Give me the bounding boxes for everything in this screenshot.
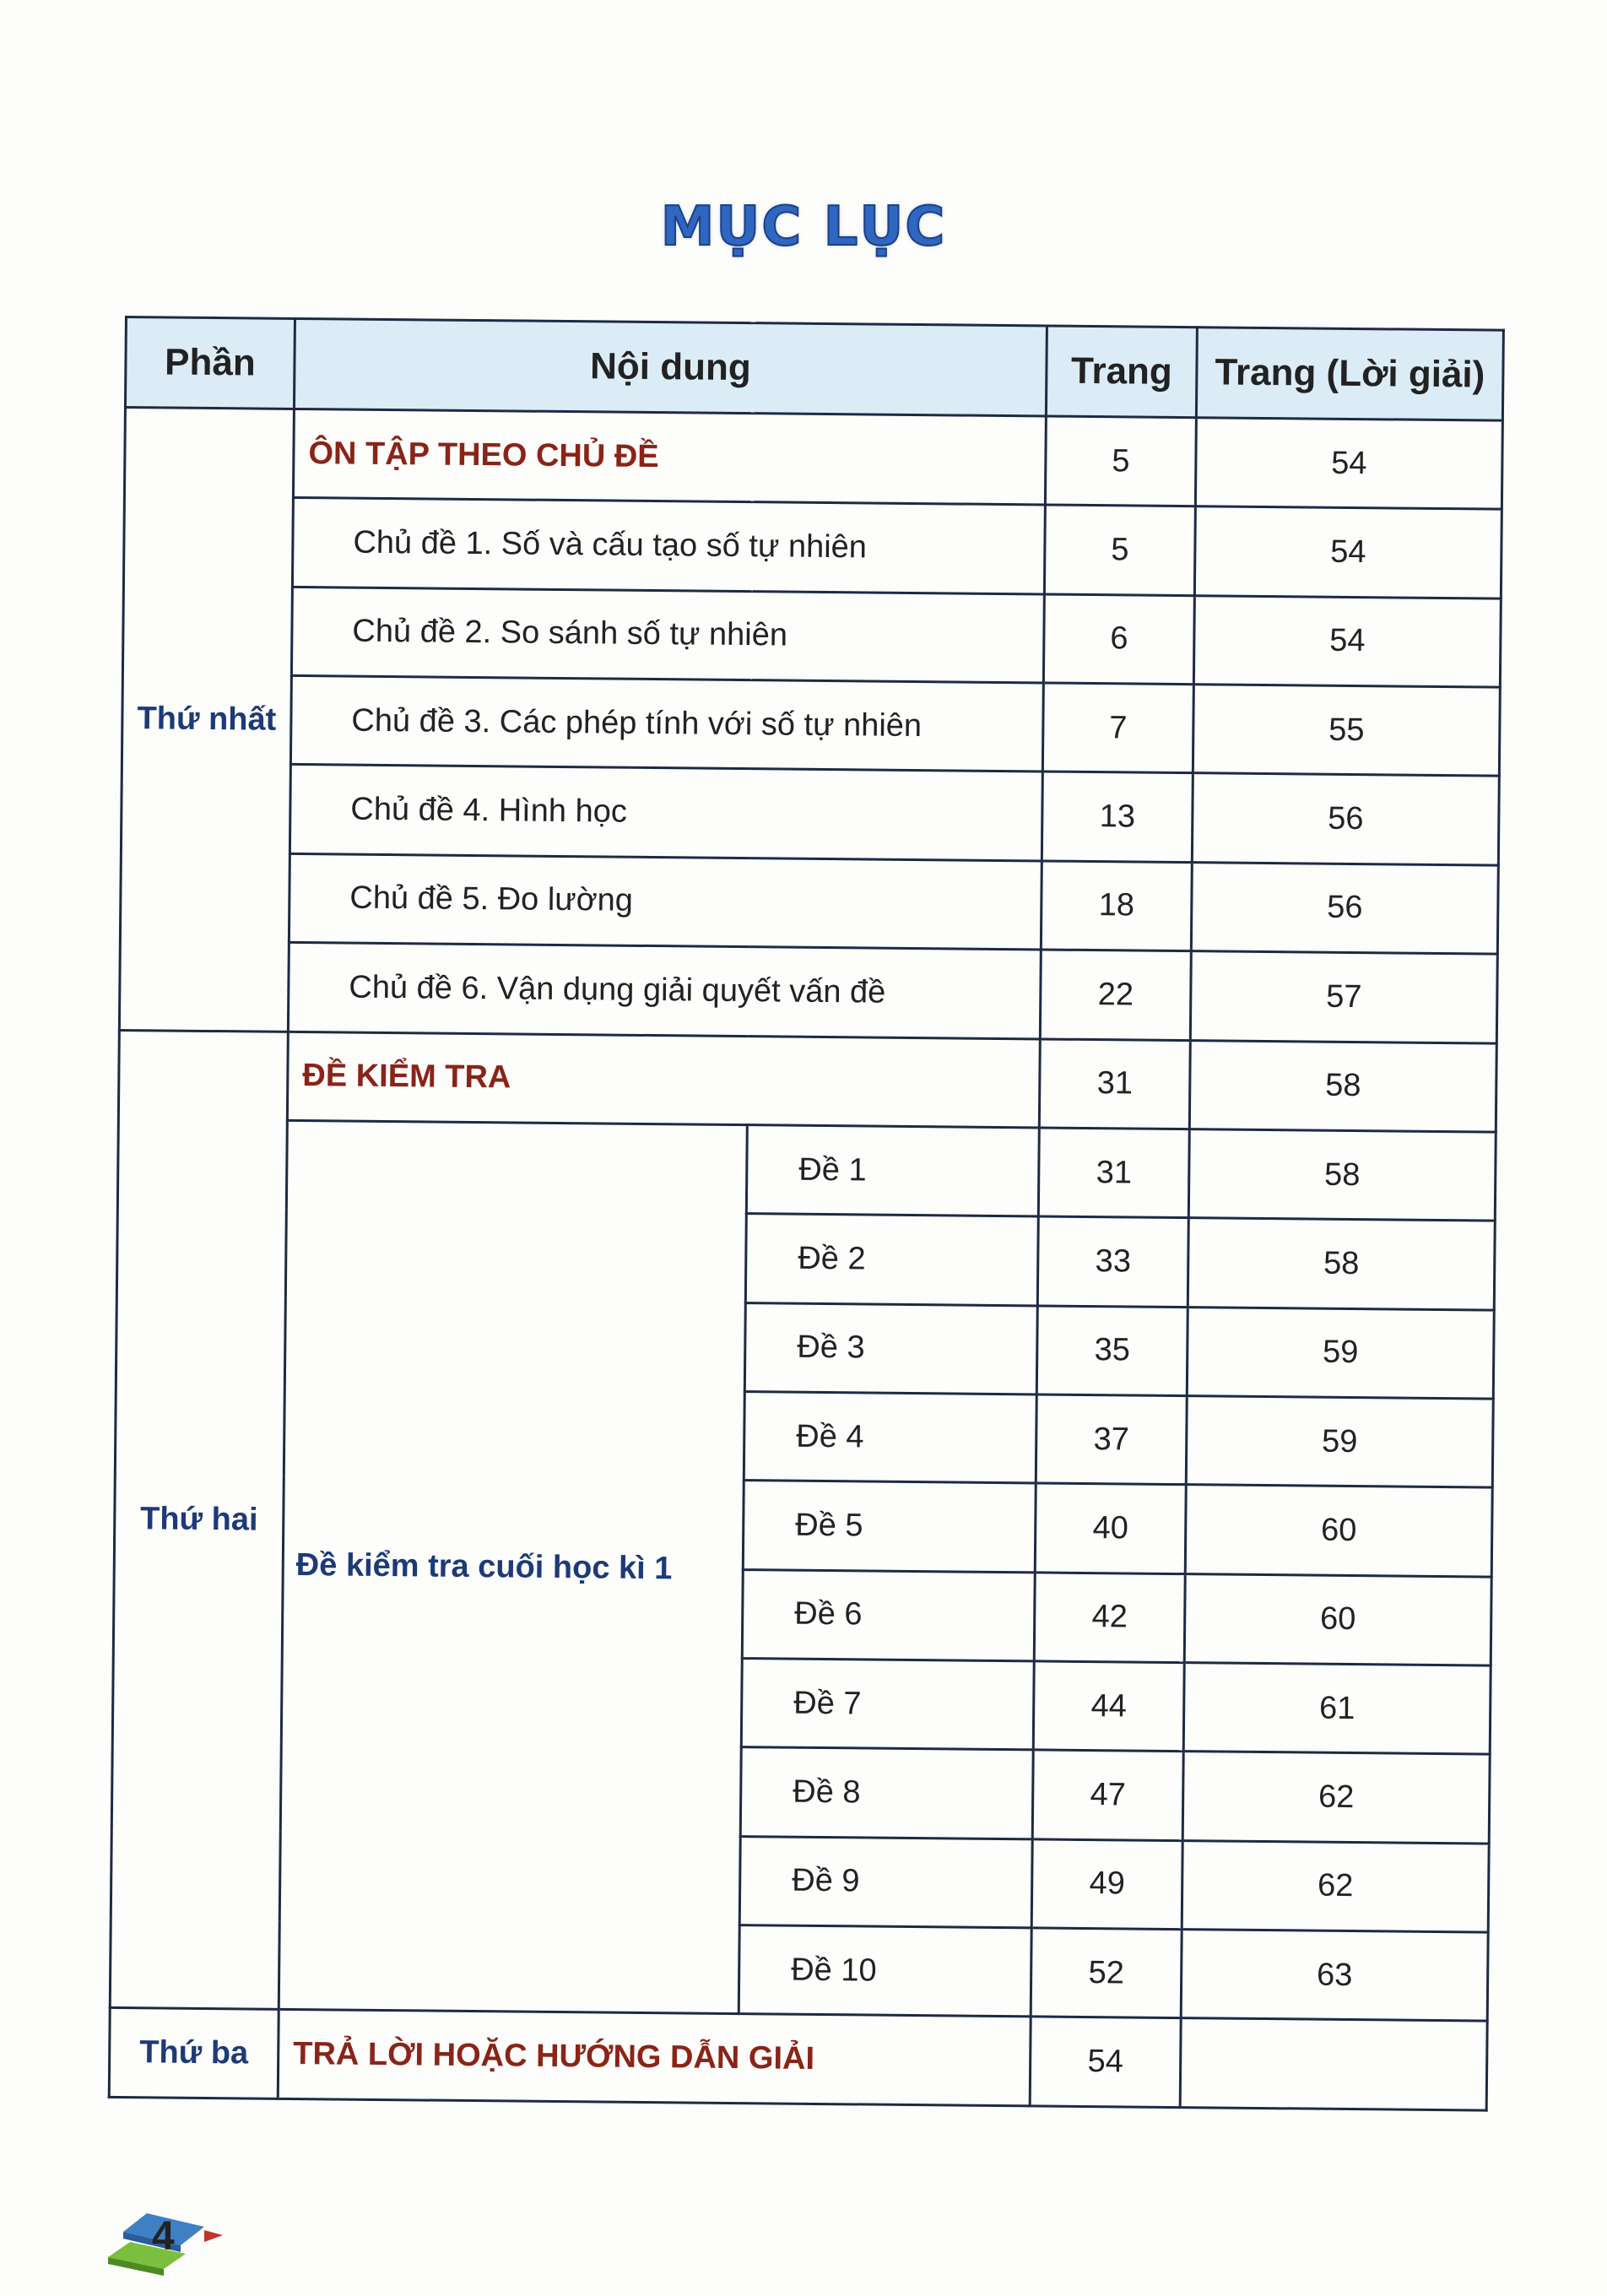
page-number-cell: 47 [1032, 1750, 1183, 1840]
topic-title: Chủ đề 2. So sánh số tự nhiên [291, 587, 1044, 683]
table-of-contents [108, 316, 1505, 2112]
table-row [118, 1030, 1496, 1132]
answer-page-cell: 62 [1182, 1752, 1490, 1844]
answer-page-cell: 60 [1184, 1573, 1491, 1665]
test-title: Đề 7 [741, 1659, 1034, 1751]
test-title: Đề 5 [743, 1481, 1036, 1573]
page-number-cell: 18 [1041, 861, 1192, 951]
answer-page-cell: 54 [1194, 506, 1501, 598]
test-title: Đề 8 [740, 1747, 1033, 1839]
test-title: Đề 10 [739, 1925, 1031, 2017]
page-number-cell: 13 [1042, 772, 1193, 862]
test-title: Đề 6 [742, 1569, 1035, 1661]
test-title: Đề 2 [745, 1214, 1038, 1306]
table-row [109, 2008, 1487, 2110]
page-number-cell: 5 [1044, 505, 1195, 595]
section-title: TRẢ LỜI HOẶC HƯỚNG DẪN GIẢI [278, 2010, 1031, 2106]
answer-page-cell: 58 [1189, 1040, 1496, 1132]
table-row [123, 496, 1501, 598]
page-number-cell: 35 [1036, 1306, 1188, 1396]
page-number-cell: 31 [1039, 1038, 1190, 1129]
table-row [119, 941, 1497, 1043]
page-number-cell: 44 [1033, 1661, 1184, 1752]
page-number-cell: 37 [1036, 1394, 1187, 1485]
page-number-cell: 40 [1035, 1483, 1186, 1573]
header-answer-page: Trang (Lời giải) [1196, 328, 1503, 420]
page-number-cell: 7 [1042, 683, 1193, 773]
table-row [122, 674, 1500, 777]
page-number-cell: 54 [1030, 2017, 1181, 2107]
answer-page-cell: 60 [1185, 1485, 1492, 1577]
answer-page-cell: 63 [1181, 1930, 1488, 2022]
part-label: Thứ nhất [119, 408, 294, 1032]
header-part: Phần [125, 317, 295, 409]
section-title: ĐỀ KIỂM TRA [287, 1032, 1040, 1128]
header-content: Nội dung [294, 318, 1047, 416]
part-label: Thứ hai [110, 1030, 288, 2010]
answer-page-cell [1180, 2018, 1487, 2110]
page-number-cell: 33 [1037, 1216, 1188, 1307]
header-page: Trang [1046, 326, 1197, 418]
test-title: Đề 3 [744, 1302, 1037, 1394]
page-title: MỤC LỤC [660, 196, 947, 258]
test-title: Đề 9 [739, 1836, 1032, 1928]
answer-page-cell: 54 [1193, 595, 1501, 687]
answer-page-cell: 59 [1186, 1396, 1493, 1488]
page-number-cell: 49 [1031, 1839, 1182, 1930]
answer-page-cell: 54 [1195, 418, 1502, 510]
answer-page-cell: 55 [1193, 685, 1500, 777]
section-title: ÔN TẬP THEO CHỦ ĐỀ [293, 409, 1046, 505]
header-row [125, 317, 1503, 421]
page-number-cell: 6 [1043, 594, 1194, 685]
table-row [124, 408, 1502, 510]
table-row [120, 852, 1498, 954]
part-label: Thứ ba [109, 2008, 279, 2098]
page-number-cell: 52 [1031, 1928, 1182, 2018]
topic-title: Chủ đề 3. Các phép tính với số tự nhiên [290, 675, 1043, 772]
topic-title: Chủ đề 5. Đo lường [289, 853, 1042, 950]
topic-title: Chủ đề 4. Hình học [289, 765, 1042, 861]
answer-page-cell: 61 [1183, 1663, 1491, 1755]
page-number: 4 [152, 2214, 175, 2259]
answer-page-cell: 56 [1192, 773, 1499, 865]
answer-page-cell: 56 [1191, 862, 1498, 954]
answer-page-cell: 57 [1190, 951, 1497, 1043]
answer-page-cell: 59 [1187, 1307, 1494, 1399]
test-title: Đề 1 [746, 1124, 1039, 1216]
answer-page-cell: 58 [1188, 1129, 1496, 1221]
table-row [117, 1118, 1496, 1221]
page-number-cell: 5 [1045, 416, 1196, 506]
page-number-cell: 31 [1038, 1128, 1189, 1218]
topic-title: Chủ đề 6. Vận dụng giải quyết vấn đề [288, 943, 1041, 1039]
topic-title: Chủ đề 1. Số và cấu tạo số tự nhiên [292, 498, 1045, 594]
table-row [121, 763, 1499, 865]
page-number-cell: 22 [1040, 950, 1191, 1040]
page-number-cell: 42 [1034, 1573, 1185, 1663]
answer-page-cell: 62 [1182, 1840, 1489, 1932]
exam-group-label: Đề kiểm tra cuối học kì 1 [279, 1120, 747, 2014]
answer-page-cell: 58 [1188, 1218, 1495, 1310]
table-row [122, 585, 1501, 687]
test-title: Đề 4 [744, 1392, 1036, 1484]
